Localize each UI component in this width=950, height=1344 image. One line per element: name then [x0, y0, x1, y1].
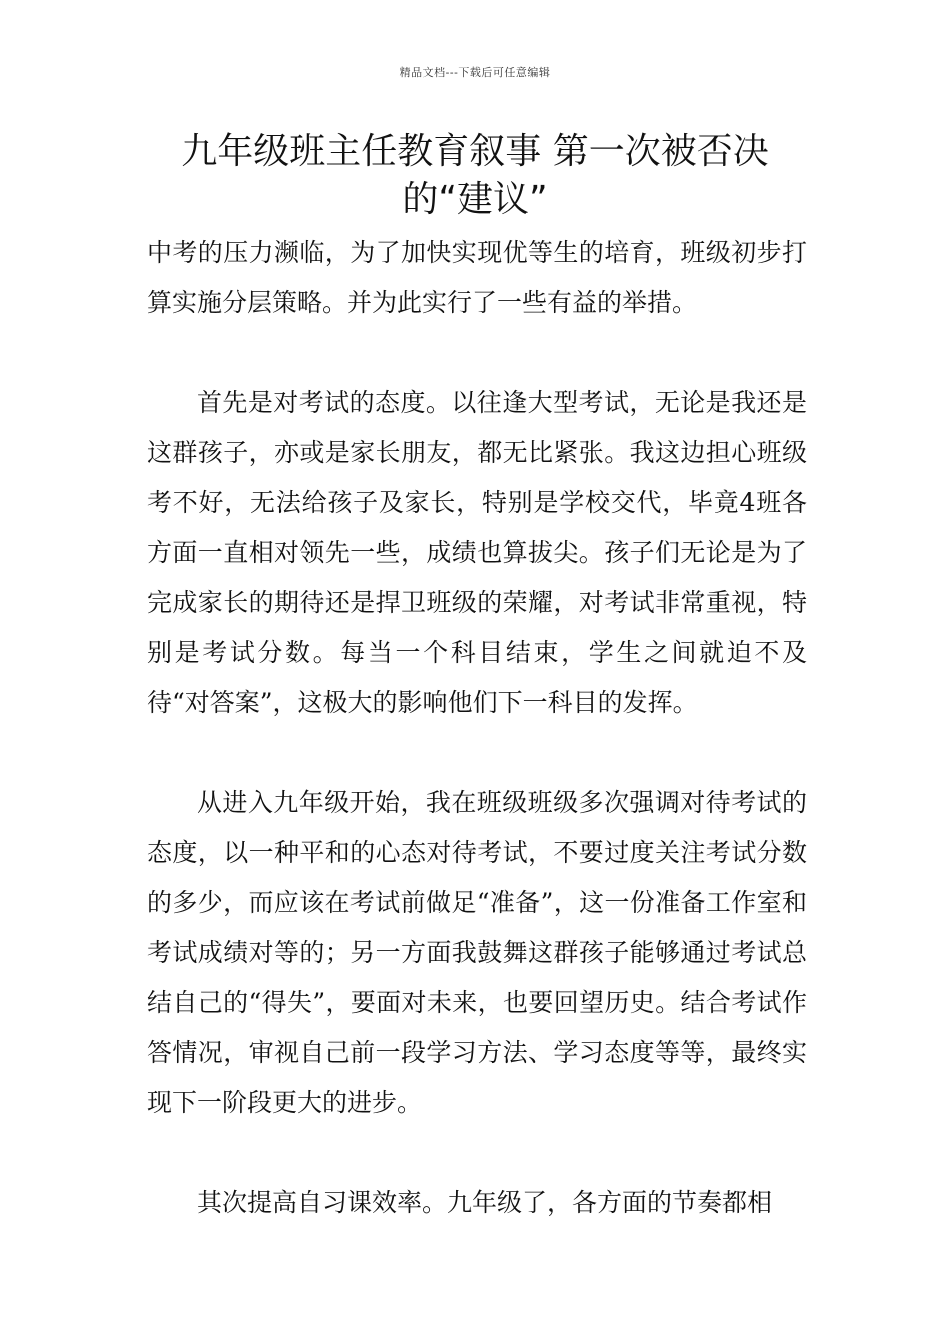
paragraph-3: 从进入九年级开始，我在班级班级多次强调对待考试的态度，以一种平和的心态对待考试，不要过度关注考试分数的多少，而应该在考试前做足“准备”，这一份准备工作室和考试成绩对等的；另一方面我鼓舞这群孩子能够通过考试总结自己的“得失”，要面对未来，也要回望历史。结合考试作答情况，审视自己前一段学习方法、学习态度等等，最终实现下一阶段更大的进步。 — [147, 788, 807, 1117]
paragraph-2: 首先是对考试的态度。以往逢大型考试，无论是我还是这群孩子，亦或是家长朋友，都无比紧张。我这边担心班级考不好，无法给孩子及家长，特别是学校交代，毕竟4班各方面一直相对领先一些，成绩也算拔尖。孩子们无论是为了完成家长的期待还是捍卫班级的荣耀，对考试非常重视，特别是考试分数。每当一个科目结束，学生之间就迫不及待“对答案”，这极大的影响他们下一科目的发挥。 — [147, 388, 807, 717]
document-body — [147, 228, 807, 1278]
header-note: 精品文档---下载后可任意编辑 — [399, 66, 551, 79]
paragraph-4: 其次提高自习课效率。九年级了，各方面的节奏都相 — [197, 1188, 773, 1217]
paragraph-1: 中考的压力濒临，为了加快实现优等生的培育，班级初步打算实施分层策略。并为此实行了一些有益的举措。 — [147, 238, 807, 317]
document-title: 九年级班主任教育叙事 第一次被否决的“建议” — [181, 131, 769, 220]
